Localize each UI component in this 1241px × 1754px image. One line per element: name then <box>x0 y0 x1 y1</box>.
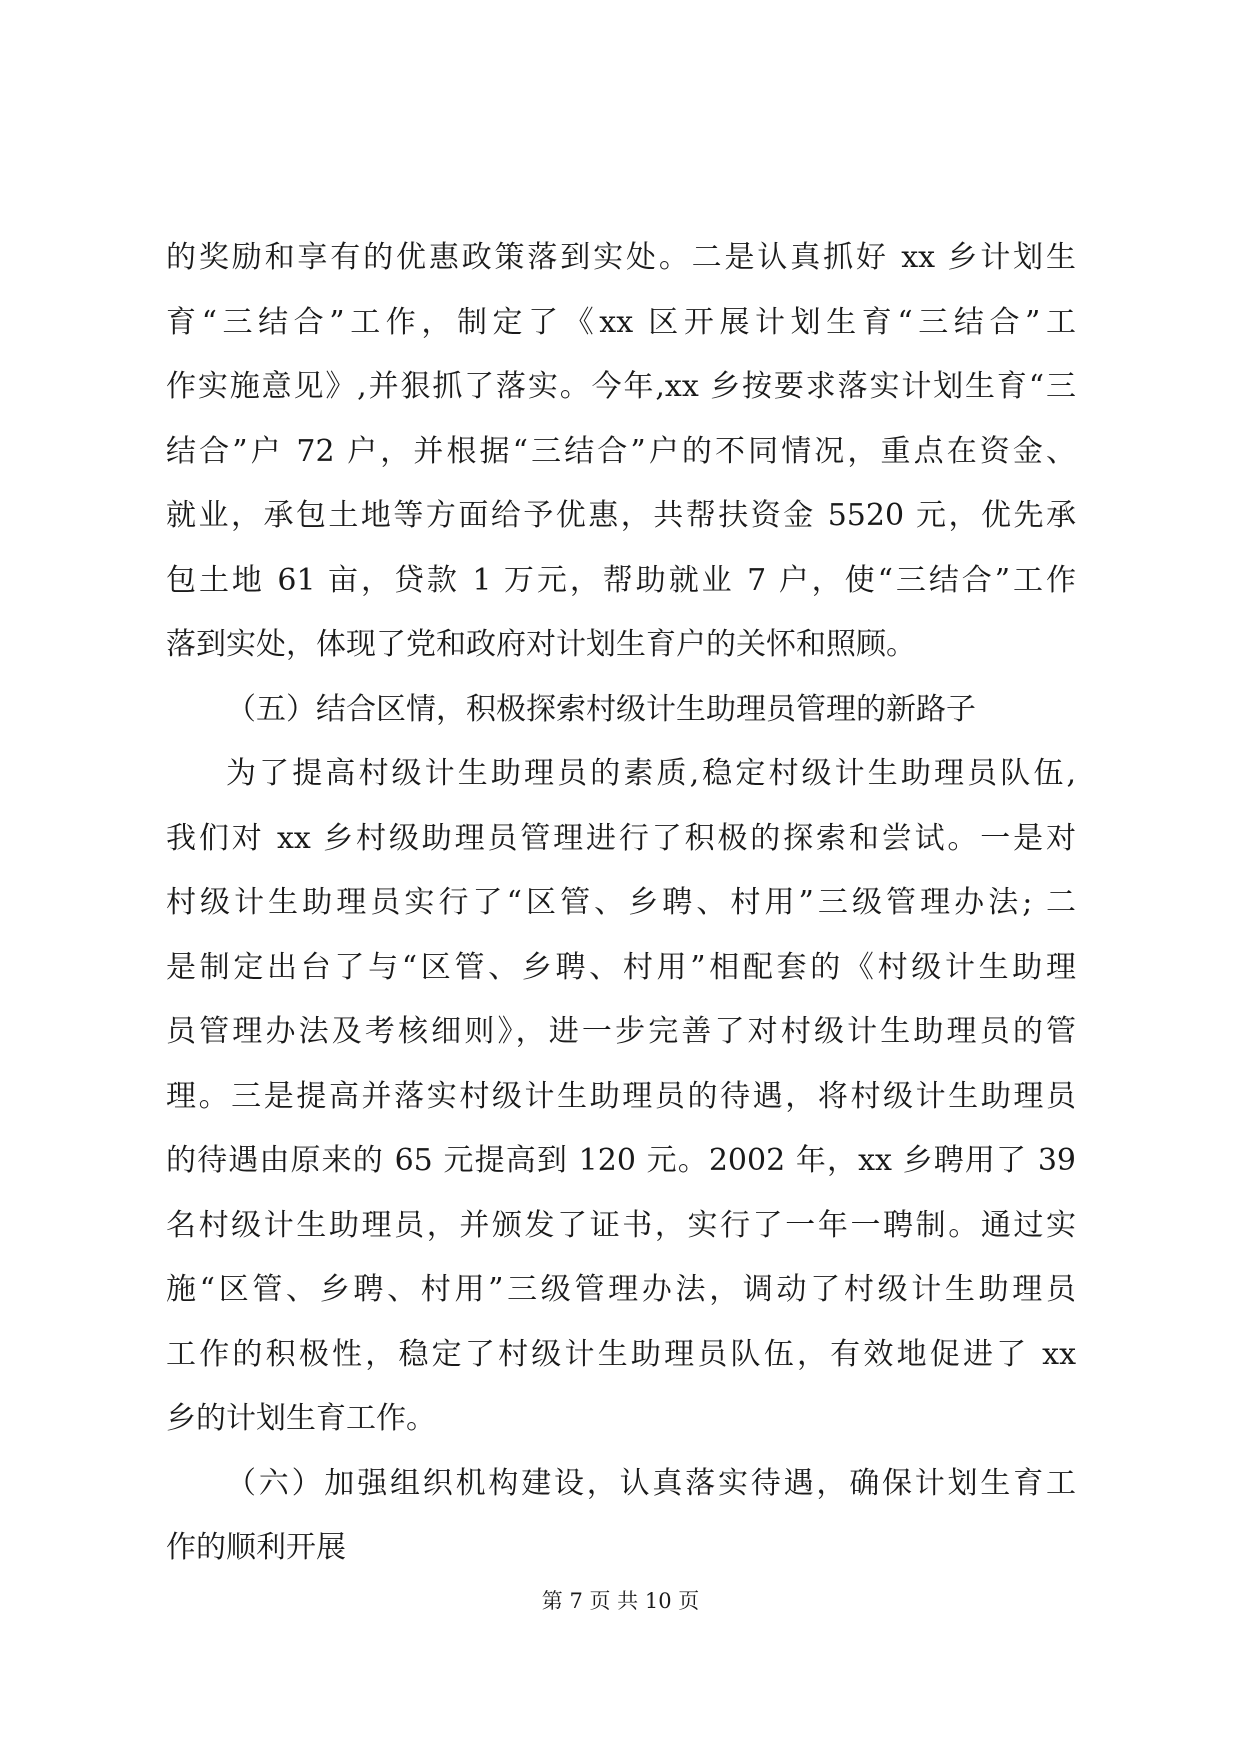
text-line: 就业，承包土地等方面给予优惠，共帮扶资金 5520 元，优先承 <box>166 498 1076 533</box>
text-line: 的待遇由原来的 65 元提高到 120 元。2002 年，xx 乡聘用了 39 <box>166 1143 1076 1178</box>
text-line: 落到实处，体现了党和政府对计划生育户的关怀和照顾。 <box>166 627 916 662</box>
section-heading-5 <box>166 678 1076 743</box>
text-line: 育“三结合”工作，制定了《xx 区开展计划生育“三结合”工 <box>166 304 1076 340</box>
text-line: 施“区管、乡聘、村用”三级管理办法，调动了村级计生助理员 <box>166 1272 1076 1307</box>
text-line: 作实施意见》,并狠抓了落实。今年,xx 乡按要求落实计划生育“三 <box>166 369 1076 404</box>
section-heading-6 <box>166 1452 1076 1581</box>
text-line: 包土地 61 亩，贷款 1 万元，帮助就业 7 户，使“三结合”工作 <box>166 562 1076 598</box>
text-line: 的奖励和享有的优惠政策落到实处。二是认真抓好 xx 乡计划生 <box>166 240 1076 275</box>
text-line: 是制定出台了与“区管、乡聘、村用”相配套的《村级计生助理 <box>166 949 1076 985</box>
heading-line: 作的顺利开展 <box>166 1530 346 1565</box>
text-line: 员管理办法及考核细则》，进一步完善了对村级计生助理员的管 <box>166 1014 1076 1049</box>
text-line: 理。三是提高并落实村级计生助理员的待遇，将村级计生助理员 <box>166 1078 1076 1114</box>
text-line: 我们对 xx 乡村级助理员管理进行了积极的探索和尝试。一是对 <box>166 820 1076 856</box>
heading-line: （五）结合区情，积极探索村级计生助理员管理的新路子 <box>226 691 976 727</box>
paragraph-rewards-policy <box>166 226 1076 678</box>
text-line: 名村级计生助理员，并颁发了证书，实行了一年一聘制。通过实 <box>166 1207 1076 1243</box>
paragraph-assistant-management <box>166 742 1076 1452</box>
text-line: 结合”户 72 户，并根据“三结合”户的不同情况，重点在资金、 <box>166 433 1076 469</box>
text-line: 工作的积极性，稳定了村级计生助理员队伍，有效地促进了 xx <box>166 1336 1076 1372</box>
page-number-footer: 第 7 页 共 10 页 <box>541 1589 700 1613</box>
text-line: 乡的计划生育工作。 <box>166 1401 436 1436</box>
heading-line: （六）加强组织机构建设，认真落实待遇，确保计划生育工 <box>226 1465 1076 1501</box>
text-line: 村级计生助理员实行了“区管、乡聘、村用”三级管理办法; 二 <box>166 885 1076 920</box>
document-body <box>166 226 1076 1581</box>
text-line: 为了提高村级计生助理员的素质,稳定村级计生助理员队伍, <box>226 756 1076 791</box>
